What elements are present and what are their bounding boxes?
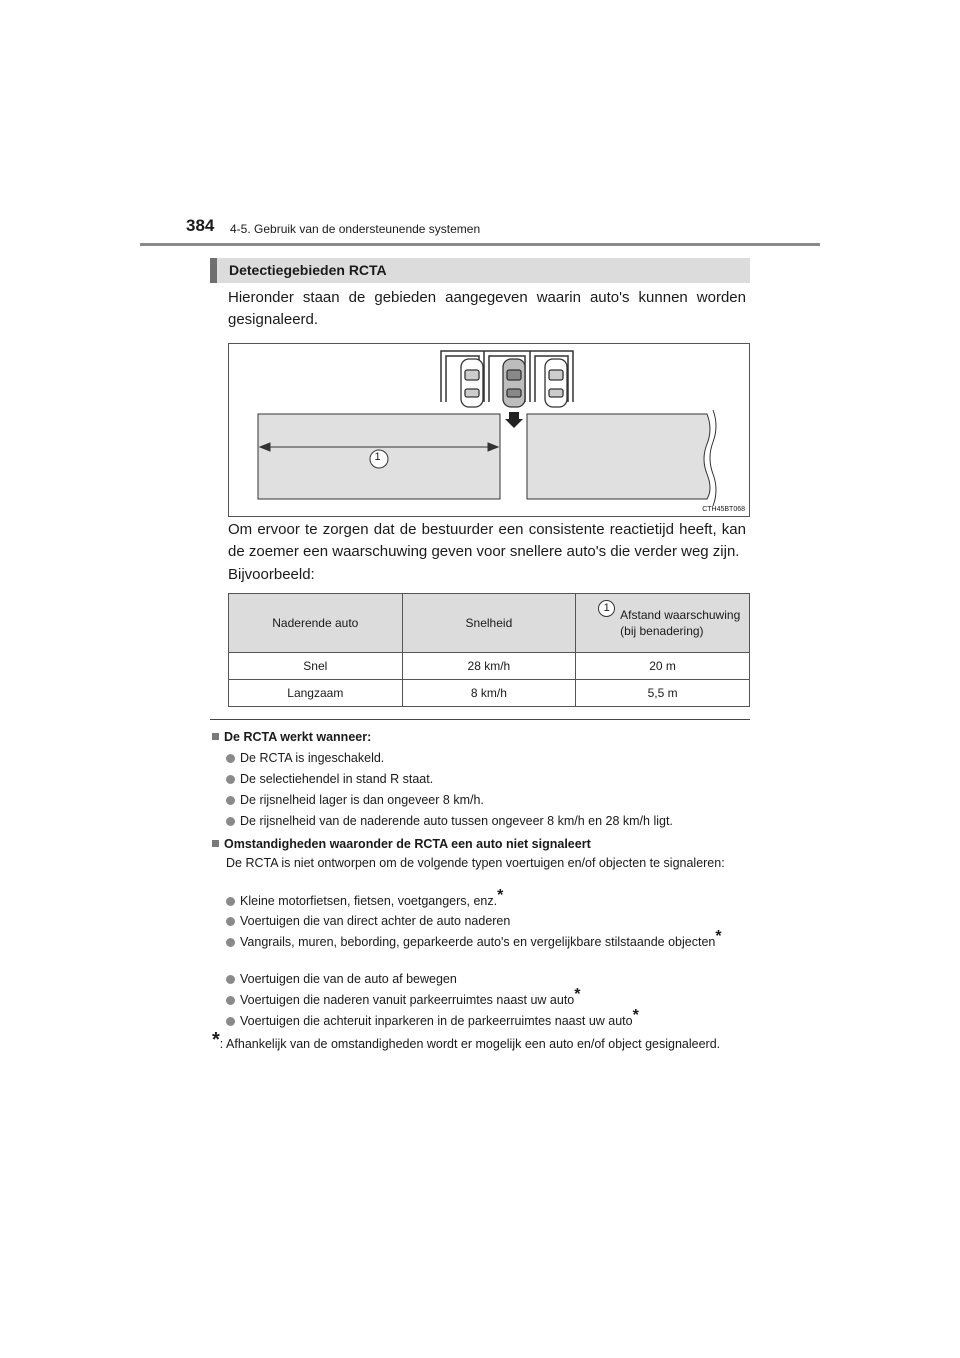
list-item xyxy=(226,913,750,930)
parked-car-right-icon xyxy=(545,359,567,407)
diagram-code: CTH45BT068 xyxy=(702,506,745,513)
square-bullet-icon xyxy=(212,733,219,740)
rcta-detection-diagram xyxy=(228,343,750,517)
parked-car-left-icon xyxy=(461,359,483,407)
works-when-title: De RCTA werkt wanneer: xyxy=(224,730,372,744)
page-number: 384 xyxy=(186,216,215,235)
not-detected-heading xyxy=(212,836,750,853)
list-item xyxy=(226,986,750,1009)
list-item xyxy=(226,971,750,988)
detection-area-illustration xyxy=(229,344,749,516)
bullet-icon xyxy=(226,754,235,763)
works-when-heading xyxy=(212,729,750,746)
asterisk-mark: * xyxy=(497,887,504,904)
section-breadcrumb: 4-5. Gebruik van de ondersteunende systemen xyxy=(230,222,481,236)
asterisk-mark: * xyxy=(574,986,581,1003)
header-rule xyxy=(140,243,820,246)
bullet-icon xyxy=(226,775,235,784)
list-item-text: Voertuigen die naderen vanuit parkeerruimtes naast uw auto xyxy=(240,993,575,1007)
bullet-icon xyxy=(226,975,235,984)
bullet-icon xyxy=(226,938,235,947)
table-cell: 20 m xyxy=(576,653,750,680)
list-item xyxy=(226,813,750,830)
list-item-text: Voertuigen die achteruit inparkeren in de parkeerruimtes naast uw auto xyxy=(240,1014,633,1028)
intro-paragraph: Hieronder staan de gebieden aangegeven waarin auto's kunnen worden gesignaleerd. xyxy=(228,289,746,328)
reaction-time-paragraph: Om ervoor te zorgen dat de bestuurder een consistente reactietijd heeft, kan de zoemer een waarschuwing geven voor snellere auto's die verder weg zijn. xyxy=(228,521,746,560)
list-item xyxy=(226,750,750,767)
footnote xyxy=(212,1029,764,1053)
asterisk-mark: * xyxy=(715,928,722,945)
table-row xyxy=(229,653,750,680)
table-cell: 8 km/h xyxy=(402,680,576,707)
bullet-icon xyxy=(226,796,235,805)
footnote-asterisk: * xyxy=(212,1029,220,1051)
diagram-marker-1: 1 xyxy=(374,451,381,463)
reverse-direction-arrow-icon xyxy=(505,412,523,428)
footnote-text: : Afhankelijk van de omstandigheden wordt er mogelijk een auto en/of object gesignaleerd. xyxy=(219,1037,721,1051)
example-label: Bijvoorbeeld: xyxy=(228,566,315,583)
section-title: Detectiegebieden RCTA xyxy=(229,262,387,278)
list-item-text: Voertuigen die van direct achter de auto naderen xyxy=(240,914,511,928)
table-cell: 5,5 m xyxy=(576,680,750,707)
table-cell: 28 km/h xyxy=(402,653,576,680)
table-header-row xyxy=(229,594,750,653)
bullet-icon xyxy=(226,897,235,906)
list-item xyxy=(226,792,750,809)
asterisk-mark: * xyxy=(632,1007,639,1024)
detection-area-right xyxy=(527,414,710,499)
header-marker-1: 1 xyxy=(598,600,615,617)
rcta-example-table xyxy=(228,593,750,707)
list-item-text: De RCTA is ingeschakeld. xyxy=(240,751,385,765)
list-item-text: Voertuigen die van de auto af bewegen xyxy=(240,972,457,986)
bullet-icon xyxy=(226,996,235,1005)
not-detected-title: Omstandigheden waaronder de RCTA een auto niet signaleert xyxy=(224,837,591,851)
section-divider xyxy=(210,719,750,720)
list-item-text: Vangrails, muren, bebording, geparkeerde auto's en vergelijkbare stilstaande objecten xyxy=(240,935,716,949)
table-row xyxy=(229,680,750,707)
list-item-text: De rijsnelheid lager is dan ongeveer 8 km/h. xyxy=(240,793,484,807)
bullet-icon xyxy=(226,817,235,826)
own-car-icon xyxy=(503,359,525,407)
list-item xyxy=(226,1007,750,1030)
section-title-bar xyxy=(210,258,750,283)
table-cell: Snel xyxy=(229,653,403,680)
bullet-icon xyxy=(226,1017,235,1026)
list-item xyxy=(226,928,750,951)
list-item xyxy=(226,887,750,910)
col-header-speed: Snelheid xyxy=(402,594,576,653)
col-header-warning-distance xyxy=(576,594,750,653)
list-item-text: Kleine motorfietsen, fietsen, voetgangers, enz. xyxy=(240,894,498,908)
table-cell: Langzaam xyxy=(229,680,403,707)
square-bullet-icon xyxy=(212,840,219,847)
list-item-text: De selectiehendel in stand R staat. xyxy=(240,772,434,786)
col-header-approaching-car: Naderende auto xyxy=(229,594,403,653)
list-item xyxy=(226,771,750,788)
not-detected-text: De RCTA is niet ontworpen om de volgende typen voertuigen en/of objecten te signaleren: xyxy=(226,856,725,870)
col-header-warning-distance-label: Afstand waarschuwing (bij benadering) xyxy=(620,608,741,638)
bullet-icon xyxy=(226,917,235,926)
list-item-text: De rijsnelheid van de naderende auto tussen ongeveer 8 km/h en 28 km/h ligt. xyxy=(240,814,673,828)
